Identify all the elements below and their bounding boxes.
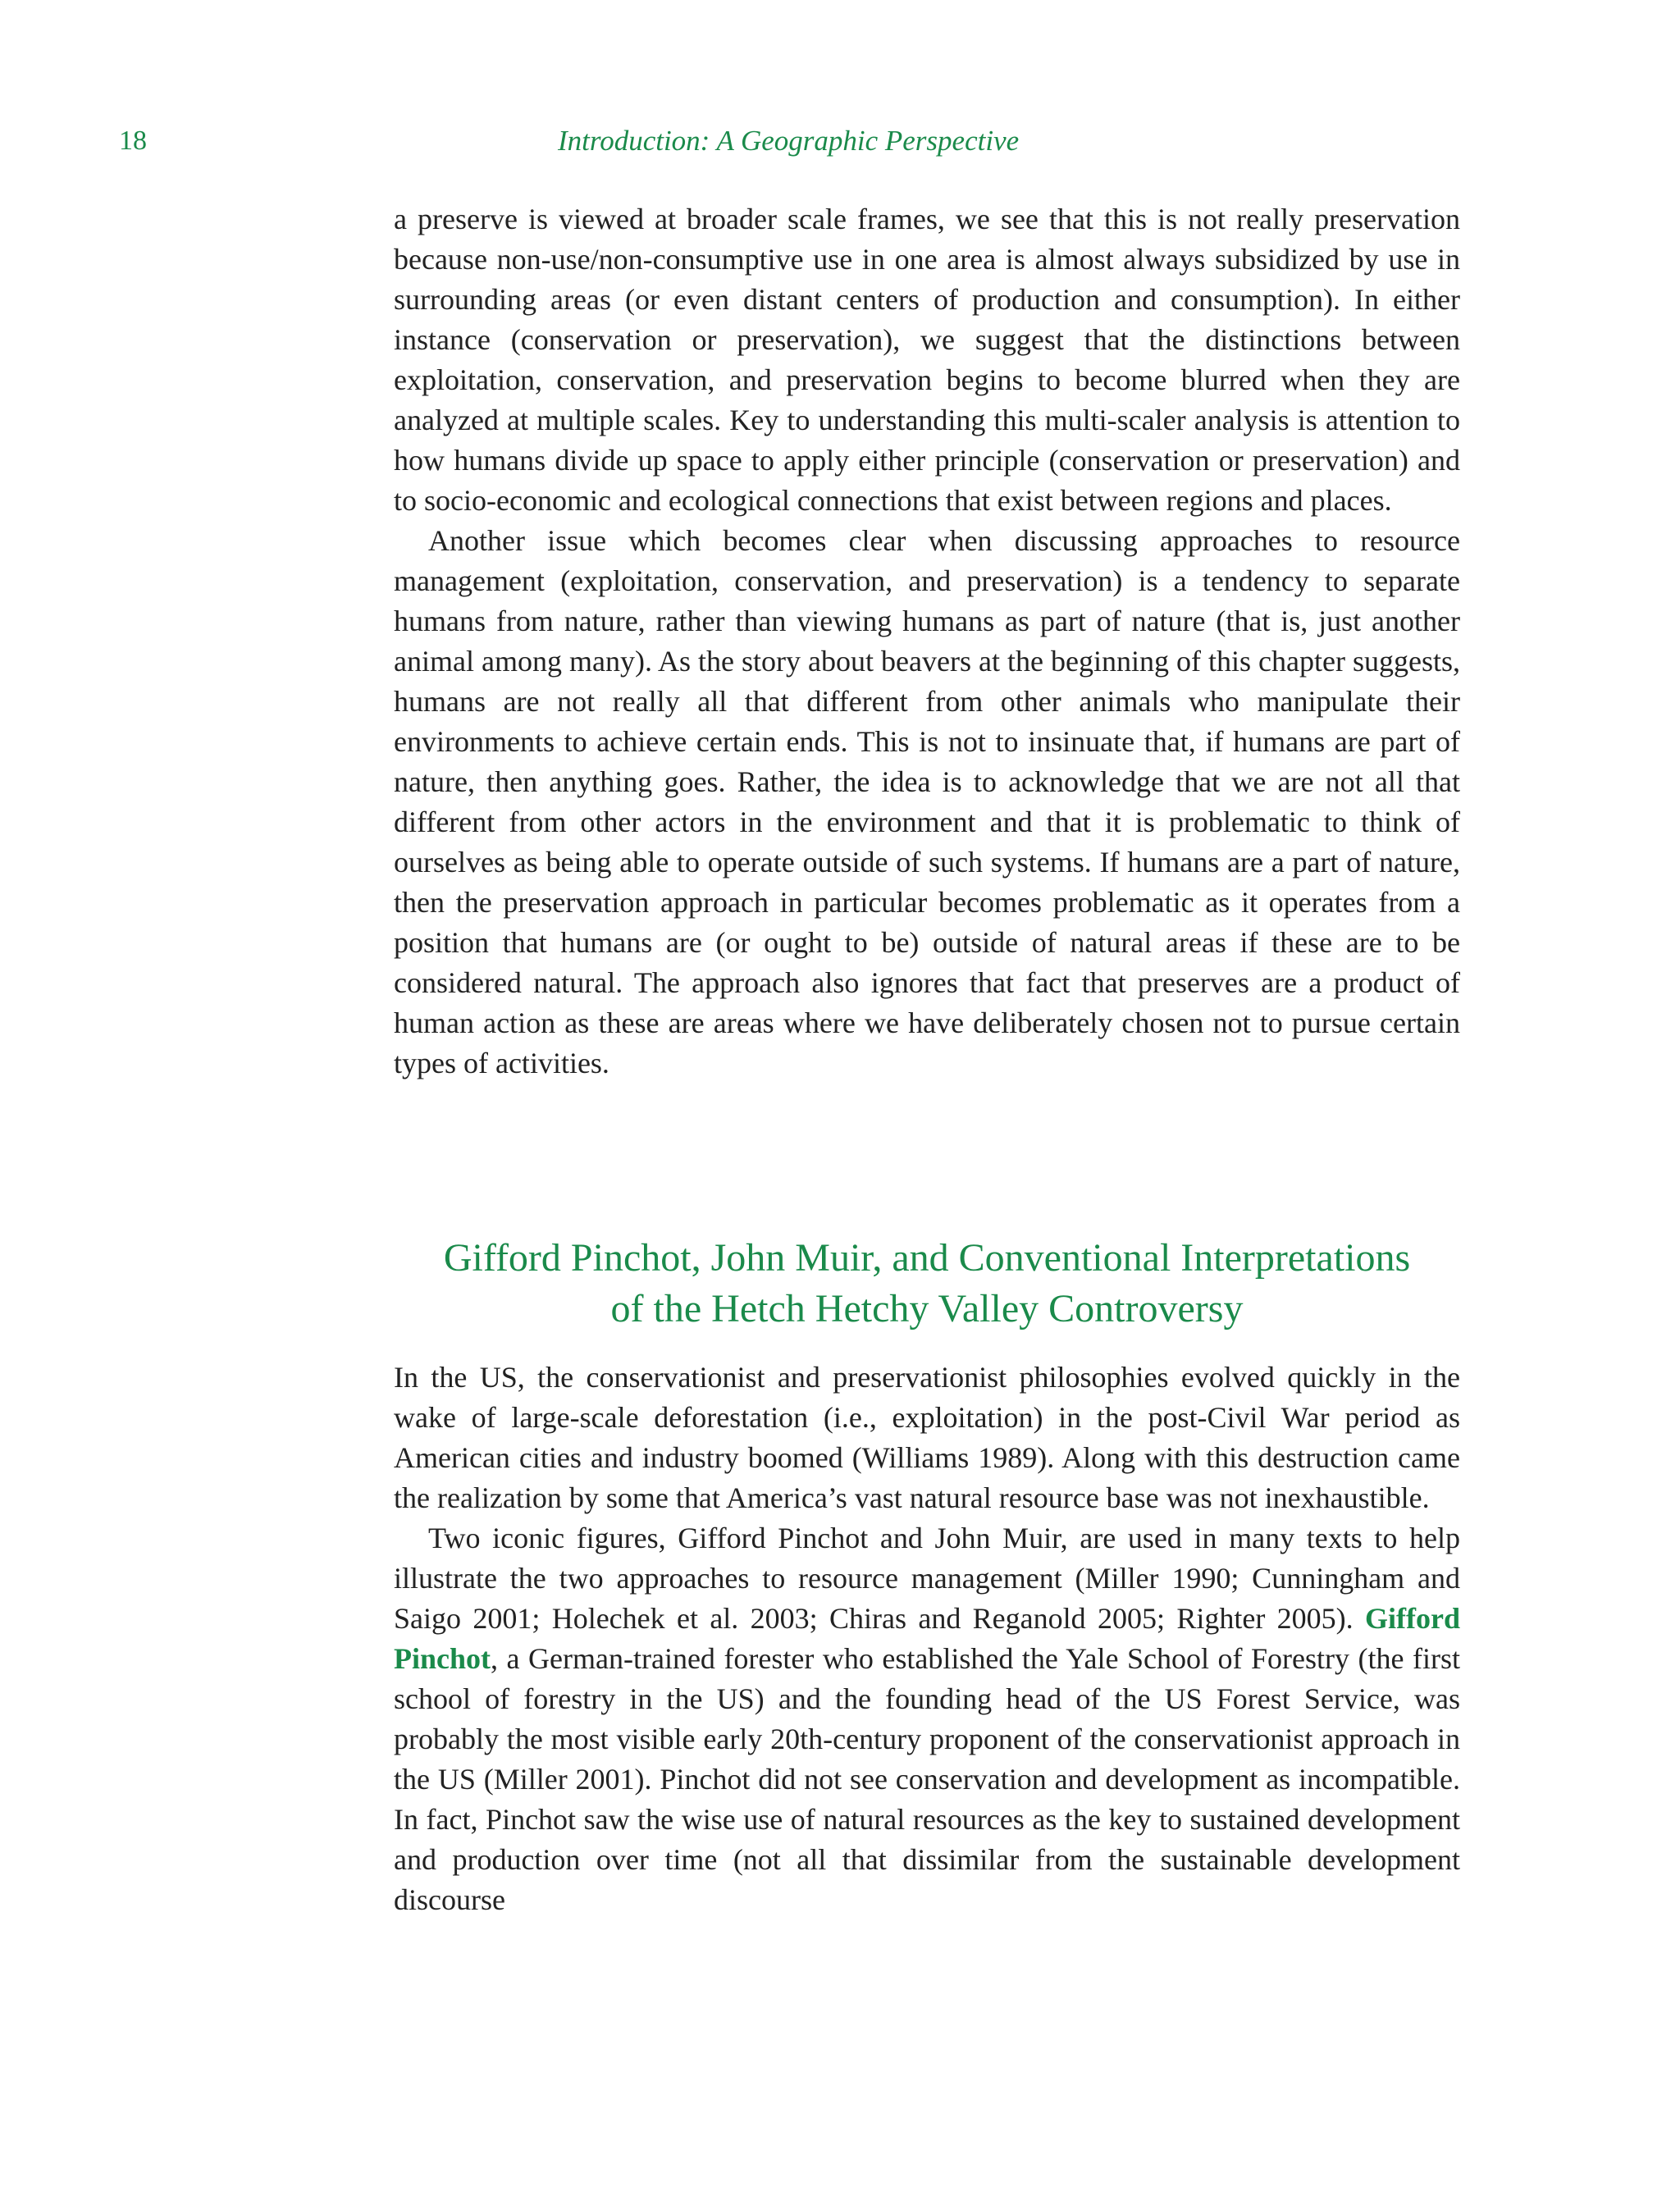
paragraph-iconic-figures-start: Two iconic figures, Gifford Pinchot and John Muir, are used in many texts to help illustrate the two approaches to resource management (Miller 1990; Cunningham and Saigo 2001; Holechek et al. 2003; Chiras and Reganold 2005; Righter 2005). — [394, 1522, 1460, 1635]
section-heading-line-2: of the Hetch Hetchy Valley Controversy — [610, 1287, 1244, 1330]
paragraph-humans-nature: Another issue which becomes clear when discussing approaches to resource management (exploitation, conservation, and preservation) is a tendency to separate humans from nature, rather than viewing humans as part of nature (that is, just another animal among many). As the story about beavers at the beginning of this chapter suggests, humans are not really all that different from other animals who manipulate their environments to achieve certain ends. This is not to insinuate that, if humans are part of nature, then anything goes. Rather, the idea is to acknowledge that we are not all that different from other actors in the environment and that it is problematic to think of ourselves as being able to operate outside of such systems. If humans are a part of nature, then the preservation approach in particular becomes problematic as it operates from a position that humans are (or ought to be) outside of natural areas if these are to be considered natural. The approach also ignores that fact that preserves are a product of human action as these are areas where we have deliberately chosen not to pursue certain types of activities. — [394, 524, 1460, 1079]
keyterm-gifford-pinchot: Gifford Pinchot — [394, 1602, 1460, 1675]
section-heading-line-1: Gifford Pinchot, John Muir, and Conventional Interpretations — [443, 1236, 1411, 1280]
paragraph-iconic-figures-rest: , a German-trained forester who established the Yale School of Forestry (the first school of forestry in the US) and the founding head of the US Forest Service, was probably the most visible early 20th-century proponent of the conservationist approach in the US (Miller 2001). Pinchot did not see conservation and development as incompatible. In fact, Pinchot saw the wise use of natural resources as the key to sustained development and production over time (not all that dissimilar from the sustainable development discourse — [394, 1642, 1460, 1916]
page-number: 18 — [119, 126, 147, 156]
paragraph-us-philosophies: In the US, the conservationist and preservationist philosophies evolved quickly in the wake of large-scale deforestation (i.e., exploitation) in the post-Civil War period as American cities and industry boomed (Williams 1989). Along with this destruction came the realization by some that America’s vast natural resource base was not inexhaustible. — [394, 1361, 1460, 1514]
paragraph-preserve-scale: a preserve is viewed at broader scale frames, we see that this is not really preservation because non-use/non-consumptive use in one area is almost always subsidized by use in surrounding areas (or even distant centers of production and consumption). In either instance (conservation or preservation), we suggest that the distinctions between exploitation, conservation, and preservation begins to become blurred when they are analyzed at multiple scales. Key to understanding this multi-scaler analysis is attention to how humans divide up space to apply either principle (conservation or preservation) and to socio-economic and ecological connections that exist between regions and places. — [394, 203, 1460, 517]
section-heading — [394, 1233, 1460, 1335]
body-text-bottom — [394, 1358, 1460, 1920]
body-text-top — [394, 199, 1460, 1084]
running-head-title: Introduction: A Geographic Perspective — [558, 125, 1020, 157]
paragraph-iconic-figures — [394, 1518, 1460, 1920]
running-head — [0, 123, 1680, 164]
